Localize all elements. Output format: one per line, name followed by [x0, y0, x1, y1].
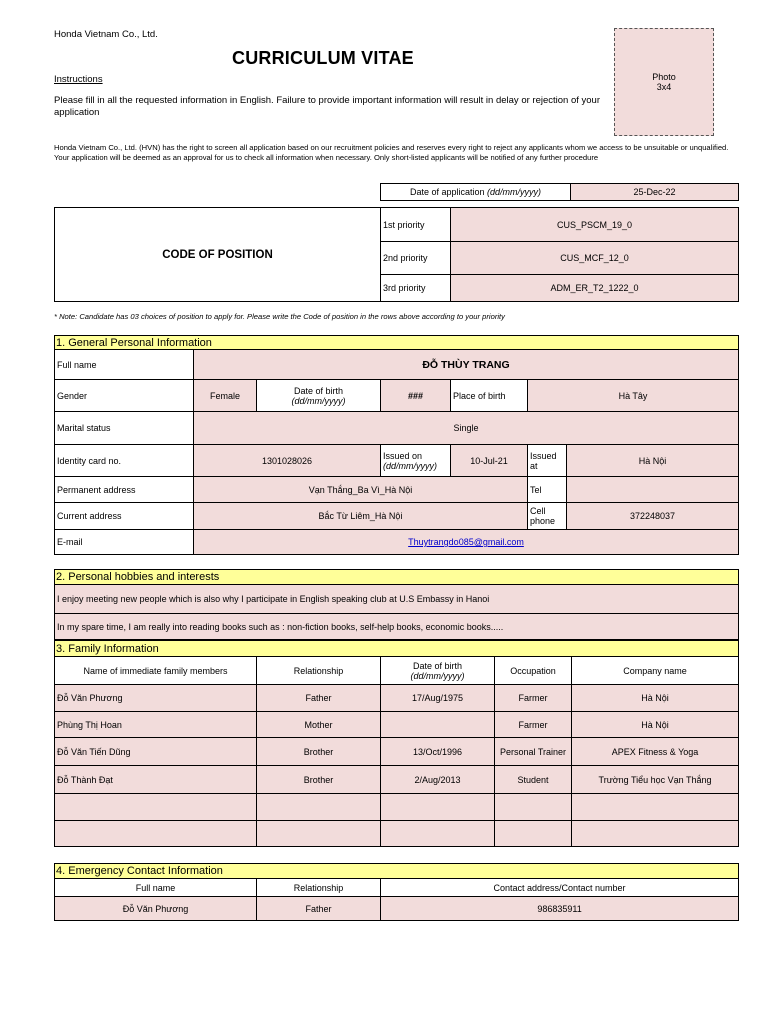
- page-title: CURRICULUM VITAE: [232, 48, 414, 68]
- tel-field[interactable]: [567, 477, 739, 503]
- current-address-label: Current address: [55, 503, 194, 530]
- id-card-label: Identity card no.: [55, 445, 194, 477]
- family-dob-cell[interactable]: 2/Aug/2013: [381, 766, 495, 794]
- section-title-hobbies: 2. Personal hobbies and interests: [55, 570, 739, 585]
- table-row: [55, 794, 739, 821]
- section-title-emergency: 4. Emergency Contact Information: [55, 864, 739, 879]
- permanent-address-label: Permanent address: [55, 477, 194, 503]
- family-occupation-cell[interactable]: Farmer: [495, 685, 572, 712]
- family-dob-cell[interactable]: 17/Aug/1975: [381, 685, 495, 712]
- family-name-cell[interactable]: Phùng Thị Hoan: [55, 712, 257, 738]
- family-occupation-cell[interactable]: [495, 794, 572, 821]
- priority-label-3: 3rd priority: [381, 275, 451, 302]
- family-relationship-cell[interactable]: Brother: [257, 766, 381, 794]
- photo-label: Photo: [652, 72, 676, 82]
- family-occupation-cell[interactable]: Personal Trainer: [495, 738, 572, 766]
- position-table: [54, 207, 739, 302]
- hobbies-line-1[interactable]: I enjoy meeting new people which is also why I participate in English speaking club at U.S Embassy in Hanoi: [55, 585, 739, 614]
- permanent-address-field[interactable]: Vạn Thắng_Ba Vì_Hà Nội: [194, 477, 528, 503]
- application-date-table: [380, 183, 739, 201]
- family-dob-cell[interactable]: [381, 821, 495, 847]
- pob-label: Place of birth: [451, 380, 528, 412]
- marital-status-label: Marital status: [55, 412, 194, 445]
- table-row: [55, 685, 739, 712]
- personal-info-table: [54, 335, 739, 555]
- family-header-relationship: Relationship: [257, 657, 381, 685]
- table-row: [55, 738, 739, 766]
- hobbies-line-2[interactable]: In my spare time, I am really into reading books such as : non-fiction books, self-help books, economic books.....: [55, 614, 739, 640]
- application-date-field[interactable]: 25-Dec-22: [571, 184, 739, 201]
- family-header-company: Company name: [572, 657, 739, 685]
- full-name-label: Full name: [55, 350, 194, 380]
- family-relationship-cell[interactable]: Mother: [257, 712, 381, 738]
- issued-at-field[interactable]: Hà Nội: [567, 445, 739, 477]
- marital-status-field[interactable]: Single: [194, 412, 739, 445]
- emergency-table: [54, 863, 739, 921]
- hobbies-table: [54, 569, 739, 640]
- tel-label: Tel: [528, 477, 567, 503]
- pob-field[interactable]: Hà Tây: [528, 380, 739, 412]
- family-dob-cell[interactable]: 13/Oct/1996: [381, 738, 495, 766]
- gender-label: Gender: [55, 380, 194, 412]
- instructions-heading: Instructions: [54, 74, 103, 85]
- policy-text: Honda Vietnam Co., Ltd. (HVN) has the right to screen all application based on our recruitment policies and reserves every right to reject any applicants whom we access to be unsuitable or unqualified. Your application will be deemed as an approval for us to check all information when necessary. Only short-listed applicants will be notified of any further procedure: [54, 143, 729, 162]
- photo-size: 3x4: [656, 82, 672, 92]
- priority-label-2: 2nd priority: [381, 242, 451, 275]
- family-name-cell[interactable]: Đỗ Thành Đạt: [55, 766, 257, 794]
- table-row: [55, 821, 739, 847]
- family-table: [54, 640, 739, 847]
- family-name-cell[interactable]: Đỗ Văn Phương: [55, 685, 257, 712]
- issued-on-label: Issued on (dd/mm/yyyy): [381, 445, 451, 477]
- family-company-cell[interactable]: APEX Fitness & Yoga: [572, 738, 739, 766]
- priority-code-2[interactable]: CUS_MCF_12_0: [451, 242, 739, 275]
- family-company-cell[interactable]: Trường Tiểu học Vạn Thắng: [572, 766, 739, 794]
- family-occupation-cell[interactable]: Farmer: [495, 712, 572, 738]
- email-link[interactable]: Thuytrangdo085@gmail.com: [408, 537, 524, 547]
- emergency-contact-cell[interactable]: 986835911: [381, 897, 739, 921]
- table-row: [55, 897, 739, 921]
- family-dob-cell[interactable]: [381, 712, 495, 738]
- cell-phone-label: Cell phone: [528, 503, 567, 530]
- position-note: * Note: Candidate has 03 choices of position to apply for. Please write the Code of position in the rows above according to your priority: [54, 312, 505, 321]
- issued-at-label: Issued at: [528, 445, 567, 477]
- family-company-cell[interactable]: [572, 821, 739, 847]
- family-occupation-cell[interactable]: [495, 821, 572, 847]
- code-of-position-label: CODE OF POSITION: [55, 208, 381, 302]
- family-company-cell[interactable]: [572, 794, 739, 821]
- family-header-name: Name of immediate family members: [55, 657, 257, 685]
- section-title-family: 3. Family Information: [55, 641, 739, 657]
- cell-phone-field[interactable]: 372248037: [567, 503, 739, 530]
- emergency-header-relationship: Relationship: [257, 879, 381, 897]
- family-name-cell[interactable]: [55, 794, 257, 821]
- gender-field[interactable]: Female: [194, 380, 257, 412]
- family-name-cell[interactable]: [55, 821, 257, 847]
- family-company-cell[interactable]: Hà Nội: [572, 685, 739, 712]
- family-dob-cell[interactable]: [381, 794, 495, 821]
- full-name-field[interactable]: ĐỖ THÙY TRANG: [194, 350, 739, 380]
- table-row: [55, 712, 739, 738]
- family-name-cell[interactable]: Đỗ Văn Tiến Dũng: [55, 738, 257, 766]
- family-relationship-cell[interactable]: [257, 794, 381, 821]
- priority-code-3[interactable]: ADM_ER_T2_1222_0: [451, 275, 739, 302]
- emergency-name-cell[interactable]: Đỗ Văn Phương: [55, 897, 257, 921]
- emergency-relationship-cell[interactable]: Father: [257, 897, 381, 921]
- section-title-personal: 1. General Personal Information: [55, 336, 739, 350]
- emergency-header-name: Full name: [55, 879, 257, 897]
- id-card-field[interactable]: 1301028026: [194, 445, 381, 477]
- email-field[interactable]: [194, 530, 739, 555]
- emergency-header-contact: Contact address/Contact number: [381, 879, 739, 897]
- priority-code-1[interactable]: CUS_PSCM_19_0: [451, 208, 739, 242]
- family-header-dob: Date of birth (dd/mm/yyyy): [381, 657, 495, 685]
- family-relationship-cell[interactable]: [257, 821, 381, 847]
- dob-field[interactable]: ###: [381, 380, 451, 412]
- family-header-occupation: Occupation: [495, 657, 572, 685]
- current-address-field[interactable]: Bắc Từ Liêm_Hà Nội: [194, 503, 528, 530]
- photo-placeholder[interactable]: [614, 28, 714, 136]
- family-company-cell[interactable]: Hà Nội: [572, 712, 739, 738]
- application-date-label: Date of application (dd/mm/yyyy): [381, 184, 571, 201]
- issued-on-field[interactable]: 10-Jul-21: [451, 445, 528, 477]
- table-row: [55, 766, 739, 794]
- family-relationship-cell[interactable]: Brother: [257, 738, 381, 766]
- dob-label: Date of birth (dd/mm/yyyy): [257, 380, 381, 412]
- company-name: Honda Vietnam Co., Ltd.: [54, 29, 158, 40]
- family-relationship-cell[interactable]: Father: [257, 685, 381, 712]
- priority-label-1: 1st priority: [381, 208, 451, 242]
- instructions-text: Please fill in all the requested information in English. Failure to provide important information will result in delay or rejection of your application: [54, 95, 600, 118]
- family-occupation-cell[interactable]: Student: [495, 766, 572, 794]
- email-label: E-mail: [55, 530, 194, 555]
